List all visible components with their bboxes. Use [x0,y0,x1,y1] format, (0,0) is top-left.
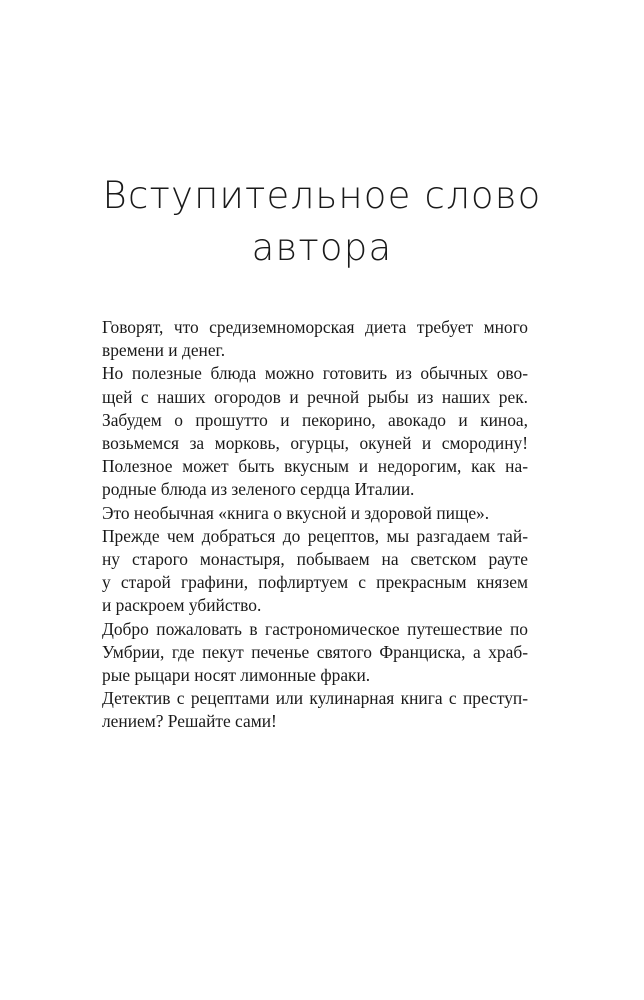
text-line: лением? Решайте сами! [102,711,277,732]
text-line: Умбрии, где пекут печенье святого Франциска, а храб- [102,641,528,662]
chapter-title-line-1: Вступительное слово [102,174,542,217]
text-line: Забудем о прошутто и пекорино, авокадо и киноа, [102,409,528,430]
text-line: Добро пожаловать в гастрономическое путешествие по [102,618,528,639]
chapter-title [0,170,644,274]
text-line: Полезное может быть вкусным и недорогим, как на- [102,456,528,477]
text-line: рые рыцари носят лимонные фраки. [102,665,371,686]
chapter-title-line-2: автора [251,226,393,269]
text-line: Но полезные блюда можно готовить из обычных ово- [102,363,528,384]
text-line: ну старого монастыря, побываем на светском рауте [102,549,528,570]
text-line: Это необычная «книга о вкусной и здоровой пище». [102,502,490,523]
text-line: времени и денег. [102,340,226,361]
text-line: Детектив с рецептами или кулинарная книга с преступ- [102,688,528,709]
text-line: щей с наших огородов и речной рыбы из наших рек. [102,386,528,407]
text-line: у старой графини, пофлиртуем с прекрасным князем [102,572,528,593]
text-line: Говорят, что средиземноморская диета требует много [102,317,528,337]
text-line: Прежде чем добраться до рецептов, мы разгадаем тай- [102,525,528,546]
text-line: родные блюда из зеленого сердца Италии. [102,479,415,500]
text-line: и раскроем убийство. [102,595,262,616]
intro-text [102,316,528,734]
text-line: возьмемся за морковь, огурцы, окуней и смородину! [102,433,528,454]
